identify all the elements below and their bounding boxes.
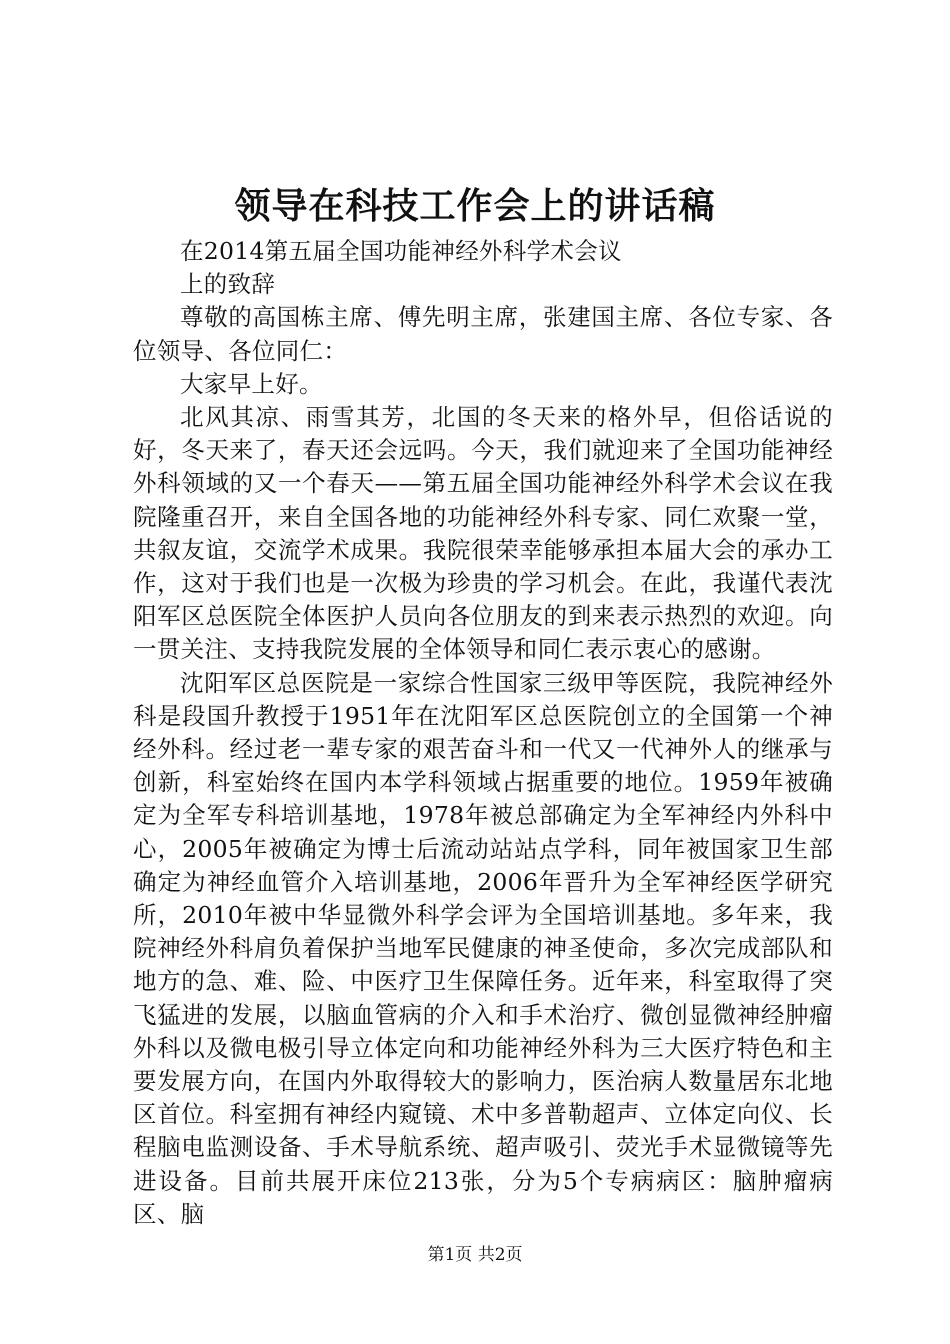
paragraph-salutation: 尊敬的高国栋主席、傅先明主席，张建国主席、各位专家、各位领导、各位同仁： [133, 303, 833, 365]
page-footer: 第1页 共2页 [427, 1245, 523, 1265]
paragraph-hospital-intro: 沈阳军区总医院是一家综合性国家三级甲等医院，我院神经外科是段国升教授于1951年在沈阳军区总医院创立的全国第一个神经外科。经过老一辈专家的艰苦奋斗和一代又一代神外人的继承与创新，科室始终在国内本学科领域占据重要的地位。1959年被确定为全军专科培训基地，1978年被总部确定为全军神经内外科中心，2005年被确定为博士后流动站站点学科，同年被国家卫生部确定为神经血管介入培训基地，2006年晋升为全军神经医学研究所，2010年被中华显微外科学会评为全国培训基地。多年来，我院神经外科肩负着保护当地军民健康的神圣使命，多次完成部队和地方的急、难、险、中医疗卫生保障任务。近年来，科室取得了突飞猛进的发展，以脑血管病的介入和手术治疗、微创显微神经肿瘤外科以及微电极引导立体定向和功能神经外科为三大医疗特色和主要发展方向，在国内外取得较大的影响力，医治病人数量居东北地区首位。科室拥有神经内窥镜、术中多普勒超声、立体定向仪、长程脑电监测设备、手术导航系统、超声吸引、荧光手术显微镜等先进设备。目前共展开床位213张，分为5个专病病区：脑肿瘤病区、脑 [133, 668, 833, 1228]
paragraph-heading-line-1: 在2014第五届全国功能神经外科学术会议 [180, 237, 622, 265]
paragraph-welcome: 北风其凉、雨雪其芳，北国的冬天来的格外早，但俗话说的好，冬天来了，春天还会远吗。今天，我们就迎来了全国功能神经外科领域的又一个春天——第五届全国功能神经外科学术会议在我院隆重召开，来自全国各地的功能神经外科专家、同仁欢聚一堂，共叙友谊，交流学术成果。我院很荣幸能够承担本届大会的承办工作，这对于我们也是一次极为珍贵的学习机会。在此，我谨代表沈阳军区总医院全体医护人员向各位朋友的到来表示热烈的欢迎。向一贯关注、支持我院发展的全体领导和同仁表示衷心的感谢。 [133, 403, 833, 664]
paragraph-greeting: 大家早上好。 [180, 369, 323, 398]
paragraph-heading-line-2: 上的致辞 [180, 270, 276, 299]
document-body [133, 235, 833, 1231]
document-title: 领导在科技工作会上的讲话稿 [234, 185, 716, 227]
